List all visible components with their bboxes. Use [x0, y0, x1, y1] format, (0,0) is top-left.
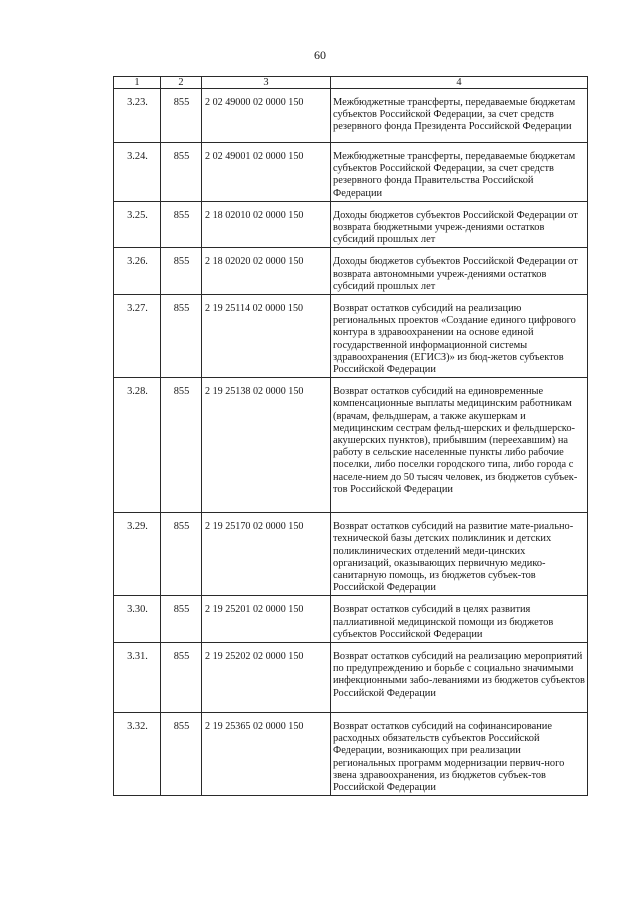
row-number-cell: 3.31. [114, 643, 161, 713]
row-number-cell: 3.29. [114, 513, 161, 596]
row-number-cell: 3.27. [114, 295, 161, 378]
column-header: 3 [202, 77, 331, 89]
column-header: 2 [161, 77, 202, 89]
column-header: 1 [114, 77, 161, 89]
description-cell: Возврат остатков субсидий на развитие мате-риально-технической базы детских поликлиник и детских поликлинических отделений меди-цинских организаций, оказывающих первичную медико-санитарную помощь, из бюджетов субъек-тов Российской Федерации [331, 513, 588, 596]
budget-code-cell: 2 19 25114 02 0000 150 [202, 295, 331, 378]
admin-code-cell: 855 [161, 201, 202, 248]
row-number-cell: 3.30. [114, 596, 161, 643]
budget-code-cell: 2 19 25201 02 0000 150 [202, 596, 331, 643]
description-cell: Возврат остатков субсидий на софинансирование расходных обязательств субъектов Российской Федерации, возникающих при реализации региональных программ модернизации первич-ного звена здравоохранения, из бюджетов субъек-тов Российской Федерации [331, 713, 588, 796]
budget-code-cell: 2 02 49000 02 0000 150 [202, 89, 331, 143]
table-row [114, 295, 588, 378]
admin-code-cell: 855 [161, 295, 202, 378]
table-row [114, 643, 588, 713]
admin-code-cell: 855 [161, 513, 202, 596]
description-cell: Возврат остатков субсидий в целях развития паллиативной медицинской помощи из бюджетов субъектов Российской Федерации [331, 596, 588, 643]
budget-code-cell: 2 19 25202 02 0000 150 [202, 643, 331, 713]
description-cell: Возврат остатков субсидий на реализацию региональных проектов «Создание единого цифрового контура в здравоохранении на основе единой государственной информационной системы здравоохранения (ЕГИСЗ)» из бюд-жетов субъектов Российской Федерации [331, 295, 588, 378]
row-number-cell: 3.32. [114, 713, 161, 796]
row-number-cell: 3.28. [114, 378, 161, 513]
column-header: 4 [331, 77, 588, 89]
description-cell: Возврат остатков субсидий на единовременные компенсационные выплаты медицинским работникам (врачам, фельдшерам, а также акушеркам и медицинским сестрам фельд-шерских и фельдшерско-акушерских пунктов), прибывшим (переехавшим) на работу в сельские населенные пункты либо рабочие поселки, либо поселки городского типа, либо города с населе-нием до 50 тысяч человек, из бюджетов субъек-тов Российской Федерации [331, 378, 588, 513]
admin-code-cell: 855 [161, 89, 202, 143]
table-row [114, 513, 588, 596]
table-row [114, 248, 588, 295]
description-cell: Межбюджетные трансферты, передаваемые бюджетам субъектов Российской Федерации, за счет средств резервного фонда Президента Российской Федерации [331, 89, 588, 143]
row-number-cell: 3.25. [114, 201, 161, 248]
admin-code-cell: 855 [161, 248, 202, 295]
admin-code-cell: 855 [161, 713, 202, 796]
table-row [114, 596, 588, 643]
admin-code-cell: 855 [161, 643, 202, 713]
description-cell: Доходы бюджетов субъектов Российской Федерации от возврата автономными учреж-дениями остатков субсидий прошлых лет [331, 248, 588, 295]
description-cell: Доходы бюджетов субъектов Российской Федерации от возврата бюджетными учреж-дениями остатков субсидий прошлых лет [331, 201, 588, 248]
table-row [114, 378, 588, 513]
table-row [114, 89, 588, 143]
row-number-cell: 3.26. [114, 248, 161, 295]
table-row [114, 201, 588, 248]
admin-code-cell: 855 [161, 143, 202, 202]
table-row [114, 713, 588, 796]
admin-code-cell: 855 [161, 378, 202, 513]
description-cell: Межбюджетные трансферты, передаваемые бюджетам субъектов Российской Федерации, за счет средств резервного фонда Правительства Российской Федерации [331, 143, 588, 202]
admin-code-cell: 855 [161, 596, 202, 643]
budget-code-cell: 2 02 49001 02 0000 150 [202, 143, 331, 202]
budget-codes-table [113, 76, 588, 796]
page-number: 60 [314, 48, 326, 62]
budget-code-cell: 2 18 02010 02 0000 150 [202, 201, 331, 248]
table-body [114, 77, 588, 796]
row-number-cell: 3.24. [114, 143, 161, 202]
table-header-row [114, 77, 588, 89]
table-row [114, 143, 588, 202]
row-number-cell: 3.23. [114, 89, 161, 143]
budget-code-cell: 2 19 25170 02 0000 150 [202, 513, 331, 596]
budget-code-cell: 2 19 25138 02 0000 150 [202, 378, 331, 513]
budget-code-cell: 2 19 25365 02 0000 150 [202, 713, 331, 796]
description-cell: Возврат остатков субсидий на реализацию мероприятий по предупреждению и борьбе с социально значимыми инфекционными забо-леваниями из бюджетов субъектов Российской Федерации [331, 643, 588, 713]
budget-code-cell: 2 18 02020 02 0000 150 [202, 248, 331, 295]
